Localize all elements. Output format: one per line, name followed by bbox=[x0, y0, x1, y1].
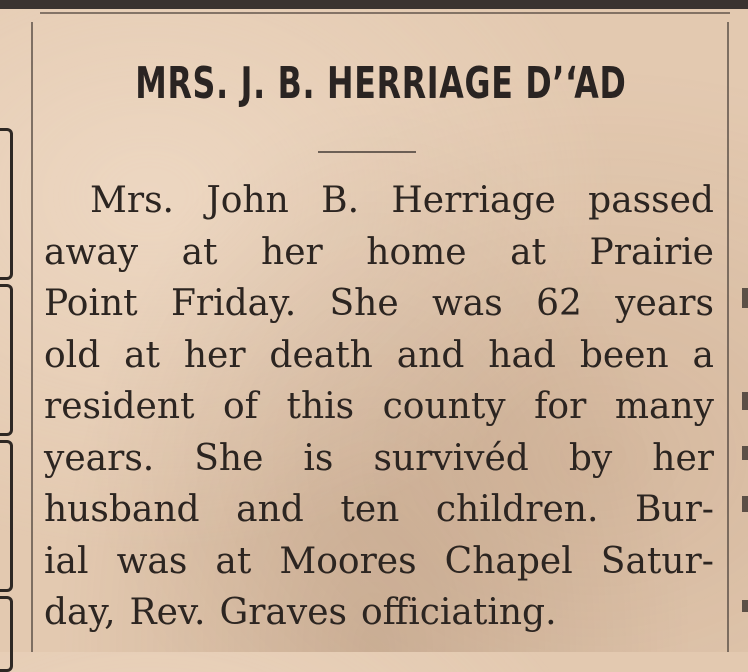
article-body bbox=[44, 175, 714, 639]
article-word: She bbox=[194, 437, 264, 479]
article-word: ial bbox=[44, 540, 89, 582]
article-word: officiating. bbox=[360, 592, 557, 633]
article-word: and bbox=[396, 334, 465, 376]
article-word: children. bbox=[435, 489, 599, 530]
article-line bbox=[44, 227, 714, 279]
article-line bbox=[44, 381, 714, 433]
article-line bbox=[44, 536, 714, 588]
article-word: at bbox=[510, 231, 547, 273]
article-word: for bbox=[534, 386, 587, 427]
adjacent-column-fragment bbox=[742, 496, 748, 512]
article-word: Point bbox=[44, 283, 138, 324]
adjacent-column-fragment bbox=[742, 288, 748, 308]
article-word: Bur- bbox=[634, 489, 714, 530]
top-thin-rule bbox=[40, 12, 730, 14]
article-word: Friday. bbox=[170, 283, 297, 324]
article-word: Herriage bbox=[391, 180, 556, 221]
article-word: was bbox=[116, 540, 188, 582]
article-word: Satur- bbox=[600, 540, 714, 582]
article-word: day, bbox=[44, 592, 116, 633]
article-word: at bbox=[215, 540, 252, 582]
article-word: is bbox=[303, 437, 334, 479]
headline-divider bbox=[318, 151, 416, 153]
article-word: had bbox=[488, 334, 556, 376]
top-border-rule bbox=[0, 0, 748, 9]
article-word: away bbox=[44, 231, 139, 273]
article-word: husband bbox=[44, 489, 200, 530]
article-word: her bbox=[652, 437, 714, 479]
article-word: county bbox=[382, 386, 506, 427]
article-word: Mrs. bbox=[90, 180, 174, 221]
adjacent-column-bracket bbox=[0, 284, 13, 436]
article-line bbox=[44, 175, 714, 227]
adjacent-column-bracket bbox=[0, 596, 13, 672]
article-line bbox=[44, 484, 714, 536]
article-word: many bbox=[614, 386, 714, 427]
article-word: Graves bbox=[219, 592, 347, 633]
article-word: Chapel bbox=[444, 540, 573, 582]
article-word: and bbox=[236, 489, 304, 530]
headline: MRS. J. B. HERRIAGE D’‘AD bbox=[135, 58, 627, 109]
article-word: Prairie bbox=[589, 231, 714, 273]
article-word: B. bbox=[321, 180, 360, 221]
article-word: a bbox=[692, 334, 714, 376]
article-word: Rev. bbox=[129, 592, 206, 633]
article-word: resident bbox=[44, 386, 195, 427]
article-word: years. bbox=[44, 437, 155, 479]
adjacent-column-bracket bbox=[0, 440, 13, 592]
article-word: of bbox=[223, 386, 258, 427]
article-word: her bbox=[261, 231, 323, 273]
article-word: home bbox=[366, 231, 467, 273]
article-word: She bbox=[329, 283, 399, 324]
article-word: Moores bbox=[279, 540, 417, 582]
article-word: death bbox=[269, 334, 373, 376]
left-column-rule bbox=[31, 22, 33, 652]
article-word: survivéd bbox=[373, 437, 529, 479]
adjacent-column-fragment bbox=[742, 446, 748, 460]
right-column-rule bbox=[727, 22, 729, 652]
article-word: this bbox=[286, 386, 355, 427]
article-word: years bbox=[615, 283, 714, 324]
article-word: passed bbox=[588, 180, 714, 221]
article-line bbox=[44, 433, 714, 485]
article-line bbox=[44, 587, 714, 639]
article-word: ten bbox=[340, 489, 400, 530]
adjacent-column-bracket bbox=[0, 128, 13, 280]
article-word: 62 bbox=[536, 283, 582, 324]
article-word: by bbox=[568, 437, 613, 479]
article-word: at bbox=[124, 334, 161, 376]
adjacent-column-fragment bbox=[742, 600, 748, 612]
article-word: was bbox=[431, 283, 503, 324]
article-word: old bbox=[44, 334, 101, 376]
article-word: John bbox=[206, 180, 289, 221]
article-line bbox=[44, 278, 714, 330]
article-word: been bbox=[579, 334, 669, 376]
article-word: her bbox=[183, 334, 246, 376]
article-line bbox=[44, 330, 714, 382]
article-word: at bbox=[181, 231, 218, 273]
adjacent-column-fragment bbox=[742, 392, 748, 410]
